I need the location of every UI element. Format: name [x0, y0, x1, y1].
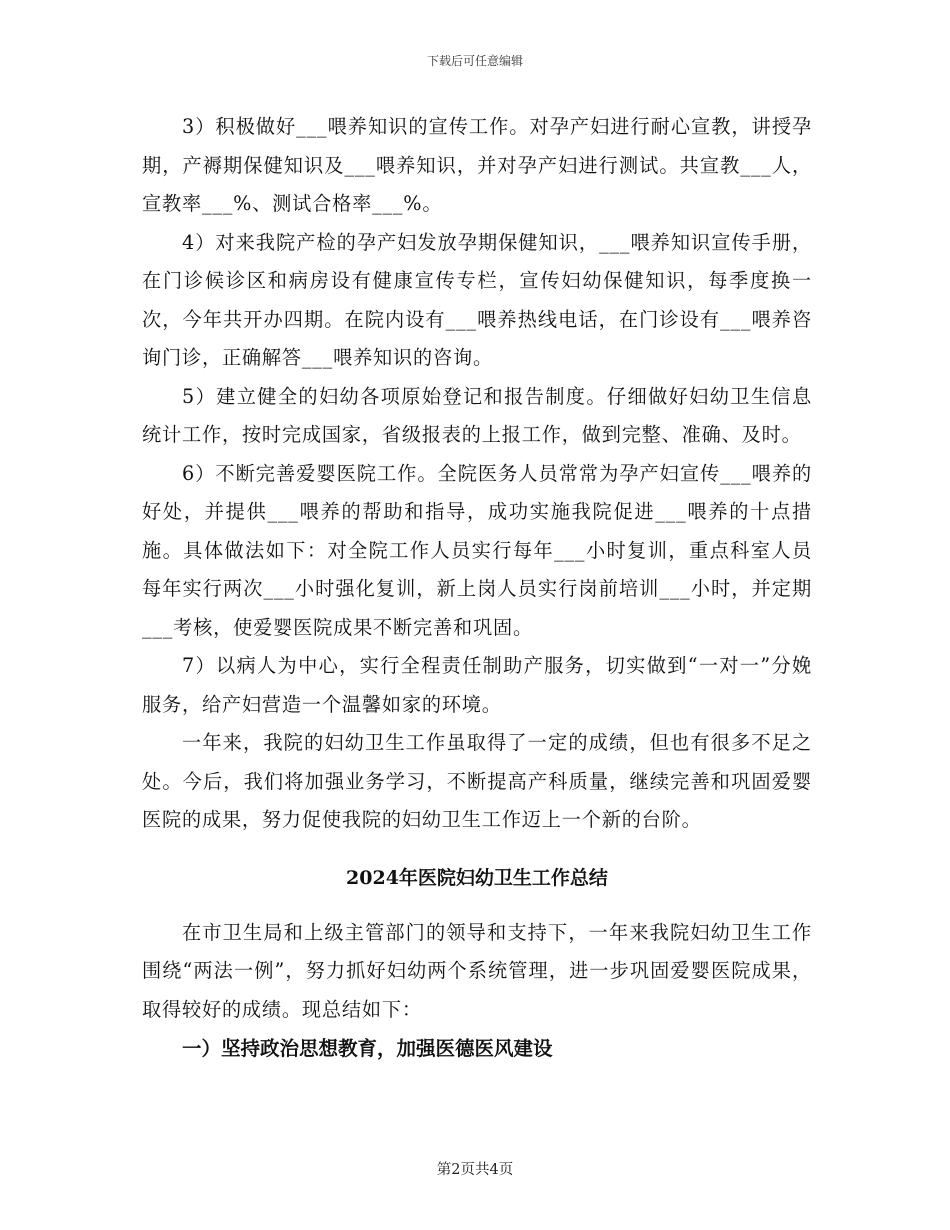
paragraph-item-4: 4）对来我院产检的孕产妇发放孕期保健知识，___喂养知识宣传手册，在门诊候诊区和病房设有健康宣传专栏，宣传妇幼保健知识，每季度换一次，今年共开办四期。在院内设有___喂养热线电话，在门诊设有___喂养咨询门诊，正确解答___喂养知识的咨询。: [142, 230, 812, 369]
paragraph-item-5: 5）建立健全的妇幼各项原始登记和报告制度。仔细做好妇幼卫生信息统计工作，按时完成国家，省级报表的上报工作，做到完整、准确、及时。: [142, 384, 812, 446]
section-title: 2024年医院妇幼卫生工作总结: [346, 866, 608, 889]
intro-paragraph: 在市卫生局和上级主管部门的领导和支持下，一年来我院妇幼卫生工作围绕“两法一例”，努力抓好妇幼两个系统管理，进一步巩固爱婴医院成果，取得较好的成绩。现总结如下：: [142, 920, 812, 1021]
paragraph-item-7: 7）以病人为中心，实行全程责任制助产服务，切实做到“一对一”分娩服务，给产妇营造一个温馨如家的环境。: [142, 654, 812, 716]
subheading: 一）坚持政治思想教育，加强医德医风建设: [182, 1037, 553, 1060]
page-footer: 第2页共4页: [436, 1162, 514, 1178]
page-header: 下载后可任意编辑: [426, 54, 523, 68]
document-body: [142, 108, 812, 1069]
paragraph-conclusion: 一年来，我院的妇幼卫生工作虽取得了一定的成绩，但也有很多不足之处。今后，我们将加强业务学习，不断提高产科质量，继续完善和巩固爱婴医院的成果，努力促使我院的妇幼卫生工作迈上一个新的台阶。: [142, 731, 812, 831]
paragraph-item-3: 3）积极做好___喂养知识的宣传工作。对孕产妇进行耐心宣教，讲授孕期，产褥期保健知识及___喂养知识，并对孕产妇进行测试。共宣教___人，宣教率___%、测试合格率___%。: [142, 115, 812, 215]
paragraph-item-6: 6）不断完善爱婴医院工作。全院医务人员常常为孕产妇宣传___喂养的好处，并提供___喂养的帮助和指导，成功实施我院促进___喂养的十点措施。具体做法如下：对全院工作人员实行每年___小时复训，重点科室人员每年实行两次___小时强化复训，新上岗人员实行岗前培训___小时，并定期___考核，使爱婴医院成果不断完善和巩固。: [142, 461, 812, 639]
